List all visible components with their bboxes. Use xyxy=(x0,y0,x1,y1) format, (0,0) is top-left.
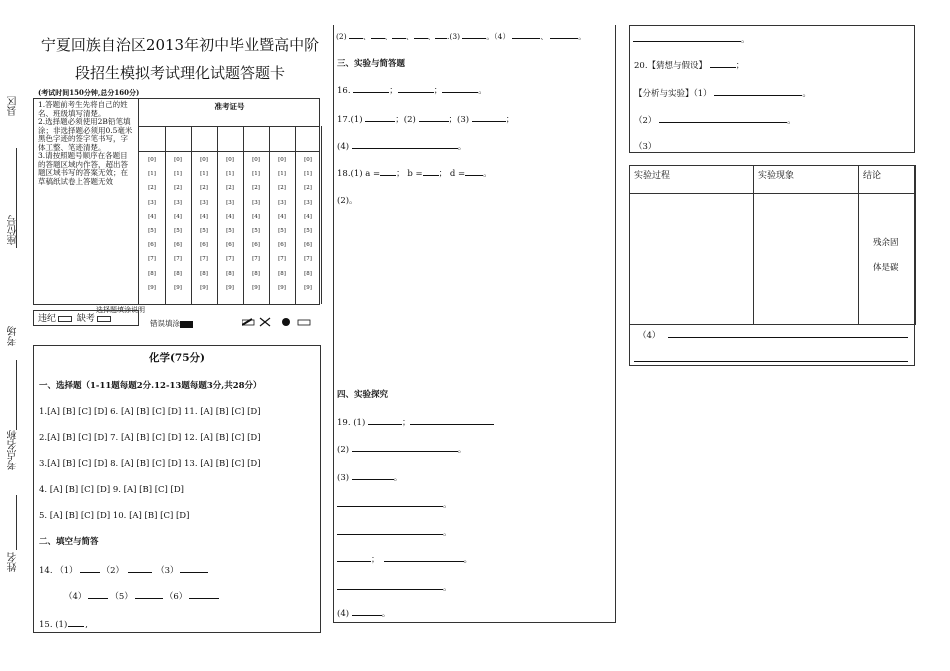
admission-digit-bubble[interactable]: [7] xyxy=(174,256,182,263)
title-line2: 段招生模拟考试理化试题答题卡 xyxy=(74,64,285,82)
absent-label: 缺考 xyxy=(76,314,95,324)
cell-phenomenon[interactable] xyxy=(753,193,859,325)
admission-digit-bubble[interactable]: [4] xyxy=(304,213,312,220)
admission-digit-bubble[interactable]: [6] xyxy=(304,242,312,249)
admission-digit-bubble[interactable]: [0] xyxy=(200,157,208,163)
admission-digit-bubble[interactable]: [1] xyxy=(278,171,286,178)
chemistry-panel xyxy=(33,345,321,633)
admission-digit-bubble[interactable]: [6] xyxy=(252,242,260,249)
side-name-label: 姓名 xyxy=(8,552,19,572)
admission-digit-bubble[interactable]: [2] xyxy=(252,185,260,192)
q16-line[interactable]: 16. ； ； 。 xyxy=(337,83,487,96)
answer-blank-line[interactable]: 。 xyxy=(337,497,452,510)
mc-row-2[interactable]: 2.[A] [B] [C] [D] 7. [A] [B] [C] [D] 12. [A] [B] [C] [D] xyxy=(39,433,261,443)
admission-digit-bubble[interactable]: [2] xyxy=(148,185,156,192)
admission-number-grid[interactable] xyxy=(138,99,320,304)
cell-process[interactable] xyxy=(629,193,754,325)
header-phenomenon: 实验现象 xyxy=(753,165,859,194)
q14-line1[interactable]: 14. （1） （2） （3） xyxy=(39,563,210,576)
middle-panel xyxy=(333,25,616,623)
admission-digit-bubble[interactable]: [2] xyxy=(304,185,312,192)
q19-line[interactable]: 19. (1) ； xyxy=(337,415,494,428)
q17-line[interactable]: 17.(1) ；(2) ；(3) ； xyxy=(337,112,514,125)
admission-digit-bubble[interactable]: [3] xyxy=(278,199,286,206)
header-conclusion: 结论 xyxy=(858,165,916,194)
admission-digit-bubble[interactable]: [0] xyxy=(174,157,182,163)
admission-digit-bubble[interactable]: [7] xyxy=(226,256,234,263)
admission-digit-bubble[interactable]: [5] xyxy=(174,228,182,234)
q19-2-line[interactable]: (2) 。 xyxy=(337,442,466,455)
admission-digit-bubble[interactable]: [6] xyxy=(174,242,182,249)
admission-digit-bubble[interactable]: [1] xyxy=(200,171,208,178)
q18-2-line[interactable]: (2)。 xyxy=(337,196,358,206)
answer-blank-line[interactable]: ； 。 xyxy=(337,552,472,565)
admission-digit-bubble[interactable]: [3] xyxy=(174,199,182,206)
q15-line[interactable]: 15. (1) , xyxy=(39,617,88,630)
q17-4-line[interactable]: (4) 。 xyxy=(337,139,466,152)
admission-digit-bubble[interactable]: [8] xyxy=(304,270,312,277)
chemistry-title: 化学(75分) xyxy=(148,352,206,364)
admission-digit-bubble[interactable]: [0] xyxy=(226,157,234,163)
admission-digit-bubble[interactable]: [0] xyxy=(148,157,156,163)
absent-checkbox[interactable] xyxy=(97,316,111,322)
admission-digit-bubble[interactable]: [3] xyxy=(226,199,234,206)
admission-digit-bubble[interactable]: [3] xyxy=(252,199,260,206)
admission-digit-bubble[interactable]: [7] xyxy=(304,256,312,263)
admission-digit-bubble[interactable]: [4] xyxy=(252,213,260,220)
admission-digit-bubble[interactable]: [4] xyxy=(148,213,156,220)
cell-conclusion[interactable] xyxy=(858,193,916,325)
title-line1: 宁夏回族自治区2013年初中毕业暨高中阶 xyxy=(40,36,320,54)
side-district-label: 县区 xyxy=(8,96,19,116)
admission-digit-bubble[interactable]: [3] xyxy=(304,199,312,206)
right-top-panel xyxy=(629,25,915,153)
admission-digit-bubble[interactable]: [2] xyxy=(174,185,182,192)
wrong-fill-label: 错误填涂 xyxy=(150,318,193,329)
admission-digit-bubble[interactable]: [1] xyxy=(148,171,156,178)
admission-digit-bubble[interactable]: [5] xyxy=(278,228,286,234)
admission-digit-bubble[interactable]: [9] xyxy=(304,284,312,291)
q18-line[interactable]: 18.(1) a = ； b = ； d = 。 xyxy=(337,166,492,179)
admission-digit-bubble[interactable]: [2] xyxy=(200,185,208,192)
mc-row-4[interactable]: 4. [A] [B] [C] [D] 9. [A] [B] [C] [D] xyxy=(39,485,185,495)
a4-line[interactable]: （4） xyxy=(638,328,908,341)
admission-digit-bubble[interactable]: [9] xyxy=(200,284,208,291)
admission-digit-bubble[interactable]: [7] xyxy=(252,256,260,263)
answer-blank-line[interactable]: 。 xyxy=(337,580,452,593)
admission-digit-bubble[interactable]: [4] xyxy=(174,213,182,220)
conclusion-line2: 体是碳 xyxy=(873,263,899,273)
admission-digit-bubble[interactable]: [8] xyxy=(226,270,234,277)
admission-digit-bubble[interactable]: [7] xyxy=(200,256,208,263)
mc-row-1[interactable]: 1.[A] [B] [C] [D] 6. [A] [B] [C] [D] 11. [A] [B] [C] [D] xyxy=(39,407,261,417)
admission-digit-bubble[interactable]: [1] xyxy=(252,171,260,178)
admission-digit-bubble[interactable]: [8] xyxy=(252,270,260,277)
side-seat-label: 座位号 xyxy=(8,215,19,245)
violation-absent-row xyxy=(33,310,139,326)
analysis-line[interactable]: 【分析与实验】（1） 。 xyxy=(634,86,811,99)
section1-heading: 一、选择题（1-11题每题2分.12-13题每题3分,共28分） xyxy=(39,381,262,391)
side-divider xyxy=(16,360,17,430)
admission-digit-bubble[interactable]: [0] xyxy=(278,157,286,163)
admission-number-title: 准考证号 xyxy=(139,99,320,127)
mc-row-5[interactable]: 5. [A] [B] [C] [D] 10. [A] [B] [C] [D] xyxy=(39,511,190,521)
admission-digit-bubble[interactable]: [7] xyxy=(148,256,156,263)
admission-digit-bubble[interactable]: [5] xyxy=(148,228,156,234)
mid-top-line[interactable]: (2) 、 、 、 、 .(3) 。（4） 、 。 xyxy=(336,29,586,42)
q19-3-line[interactable]: (3) 。 xyxy=(337,470,402,483)
admission-digit-bubble[interactable]: [4] xyxy=(226,213,234,220)
section2-heading: 二、填空与简答 xyxy=(39,537,99,547)
answer-blank-line[interactable]: 。 xyxy=(337,525,452,538)
admission-digit-bubble[interactable]: [9] xyxy=(148,284,156,291)
analysis-2-line[interactable]: （2） 。 xyxy=(634,113,796,126)
admission-digit-bubble[interactable]: [6] xyxy=(278,242,286,249)
admission-digit-bubble[interactable]: [8] xyxy=(174,270,182,277)
mc-row-3[interactable]: 3.[A] [B] [C] [D] 8. [A] [B] [C] [D] 13. [A] [B] [C] [D] xyxy=(39,459,261,469)
admission-digit-bubble[interactable]: [6] xyxy=(148,242,156,249)
section4-heading: 四、实验探究 xyxy=(337,390,389,400)
instructions: 1.答题前考生先将自己的姓名、班级填写清楚。 2.选择题必须使用2B铅笔填涂；非选择题必须用0.5毫米黑色字迹的签字笔书写，字体工整、笔迹清楚。 3.请按照题号顺序在各题目的答题区域内作答，超出答题区域书写的答案无效；在草稿纸试卷上答题无效 xyxy=(38,100,133,186)
experiment-table xyxy=(629,165,915,366)
admission-digit-bubble[interactable]: [8] xyxy=(278,270,286,277)
header-process: 实验过程 xyxy=(629,165,754,194)
side-divider xyxy=(16,495,17,550)
admission-digit-bubble[interactable]: [3] xyxy=(200,199,208,206)
admission-digit-bubble[interactable]: [9] xyxy=(226,284,234,291)
admission-digit-bubble[interactable]: [2] xyxy=(278,185,286,192)
admission-digit-bubble[interactable]: [9] xyxy=(174,284,182,291)
admission-digit-bubble[interactable]: [9] xyxy=(252,284,260,291)
a4-blank[interactable] xyxy=(634,352,908,365)
admission-digit-bubble[interactable]: [0] xyxy=(304,157,312,163)
analysis-3-label: （3） xyxy=(634,142,657,152)
admission-digit-bubble[interactable]: [4] xyxy=(200,213,208,220)
admission-digit-bubble[interactable]: [5] xyxy=(200,228,208,234)
correct-fill-examples xyxy=(242,317,312,330)
side-room-label: 考场 xyxy=(8,326,19,346)
admission-digit-bubble[interactable]: [5] xyxy=(304,228,312,234)
admission-digit-bubble[interactable]: [6] xyxy=(226,242,234,249)
right-top-blank[interactable]: 。 xyxy=(633,32,750,45)
admission-digit-bubble[interactable]: [0] xyxy=(252,157,260,163)
time-note: (考试时间150分钟,总分160分) xyxy=(38,88,140,97)
admission-digit-bubble[interactable]: [6] xyxy=(200,242,208,249)
conclusion-line1: 残余固 xyxy=(873,238,899,248)
violation-label: 违纪 xyxy=(38,314,57,324)
q19-4-line[interactable]: (4) 。 xyxy=(337,606,390,619)
admission-digit-bubble[interactable]: [1] xyxy=(226,171,234,178)
admission-digit-bubble[interactable]: [5] xyxy=(226,228,234,234)
admission-digit-bubble[interactable]: [7] xyxy=(278,256,286,263)
fill-example-icons xyxy=(242,317,312,327)
admission-digit-bubble[interactable]: [1] xyxy=(174,171,182,178)
admission-digit-bubble[interactable]: [5] xyxy=(252,228,260,234)
fill-note: 选择题填涂说明 xyxy=(96,306,145,314)
admission-digit-bubble[interactable]: [4] xyxy=(278,213,286,220)
admission-digit-bubble[interactable]: [3] xyxy=(148,199,156,206)
q14-line2[interactable]: （4） （5） （6） xyxy=(64,589,221,602)
admission-digit-bubble[interactable]: [8] xyxy=(200,270,208,277)
section3-heading: 三、实验与简答题 xyxy=(337,59,406,69)
admission-digit-bubble[interactable]: [8] xyxy=(148,270,156,277)
instruction-box xyxy=(33,98,320,305)
q20-line[interactable]: 20.【猜想与假设】 ； xyxy=(634,58,744,71)
admission-digit-bubble[interactable]: [1] xyxy=(304,171,312,178)
admission-digit-bubble[interactable]: [9] xyxy=(278,284,286,291)
violation-checkbox[interactable] xyxy=(58,316,72,322)
admission-digit-bubble[interactable]: [2] xyxy=(226,185,234,192)
side-site-label: 考点名称 xyxy=(8,430,19,470)
